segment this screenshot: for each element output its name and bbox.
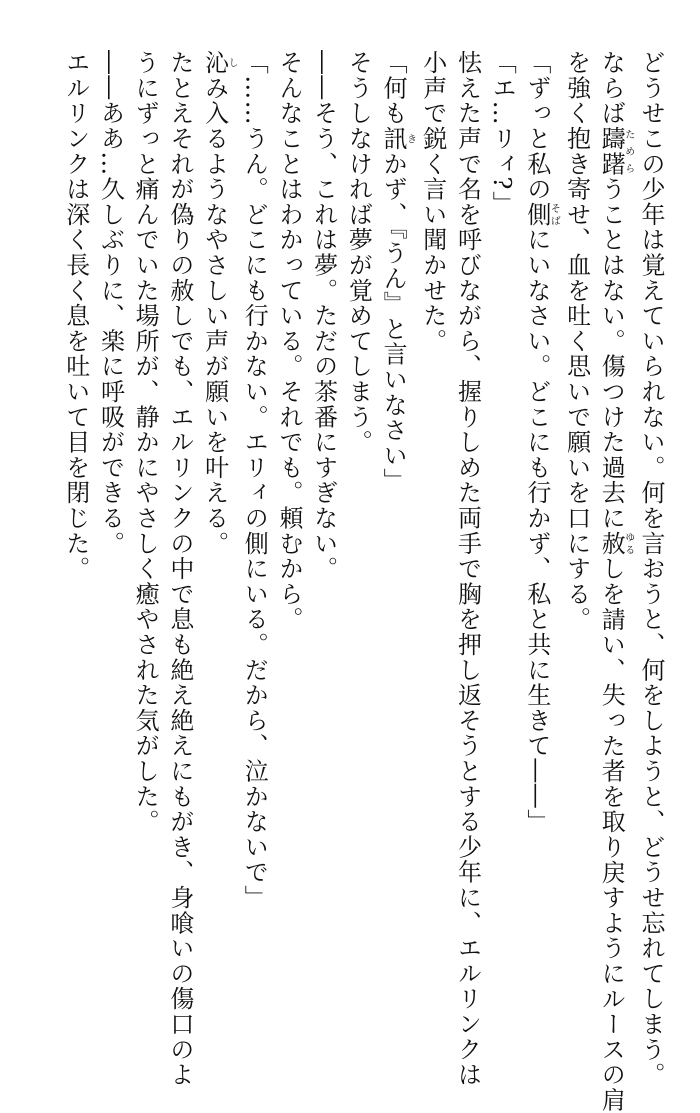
ruby-annotation: 赦ゆる [597, 530, 634, 557]
text-line: 小声で鋭く言い聞かせた。 [418, 50, 447, 354]
text-line: エルリンクは深く長く息を吐いて目を閉じた。 [61, 50, 90, 582]
ruby-annotation: 側そば [522, 201, 560, 228]
ruby-reading: ためら [622, 125, 634, 177]
text-line: たとえそれが偽りの赦しでも、エルリンクの中で息も絶え絶えにもがき、身喰いの傷口のよ [165, 50, 194, 1088]
ruby-reading: き [404, 125, 416, 152]
text-line: 怯えた声で名を呼びながら、握りしめた両手で胸を押し返そうとする少年に、エルリンクは [453, 50, 482, 1088]
vertical-text-block [58, 50, 668, 1113]
text-line: そうしなければ夢が覚めてしまう。 [344, 50, 373, 455]
text-line: ――そう、これは夢。ただの茶番にすぎない。 [309, 50, 338, 582]
ruby-annotation: 躊躇ためら [597, 125, 634, 177]
text-line: そんなことはわかっている。それでも。頼むから。 [274, 50, 303, 632]
text-line: 「エ…リィ?」 [488, 50, 517, 216]
text-line: ――ああ…久しぶりに、楽に呼吸ができる。 [96, 50, 125, 556]
text-line: 沁しみ入るようなやさしい声が願いを叶える。 [200, 50, 238, 557]
text-line: うにずっと痛んでいた場所が、静かにやさしく癒やされた気がした。 [131, 50, 160, 835]
text-line: 「ずっと私の側そばにいなさい。どこにも行かず、私と共に生きて――」 [522, 50, 560, 835]
ruby-annotation: 沁し [200, 50, 238, 76]
text-line: 「……うん。どこにも行かない。エリィの側にいる。だから、泣かないで」 [240, 50, 269, 911]
text-line: ならば躊躇ためらうことはない。傷つけた過去に赦ゆるしを請い、失った者を取り戻すようにルースの肩 [597, 50, 634, 1113]
text-line: どうせこの少年は覚えていられない。何を言おうと、何をしようと、どうせ忘れてしまう。 [637, 50, 665, 1088]
text-line: を強く抱き寄せ、血を吐く思いで願いを口にする。 [562, 50, 591, 632]
ruby-reading: そば [548, 201, 560, 228]
ruby-reading: し [226, 50, 238, 76]
text-line: 「何も訊きかず、『うん』と言いなさい」 [379, 50, 416, 494]
ruby-annotation: 訊き [379, 125, 416, 152]
ruby-reading: ゆる [622, 530, 634, 557]
